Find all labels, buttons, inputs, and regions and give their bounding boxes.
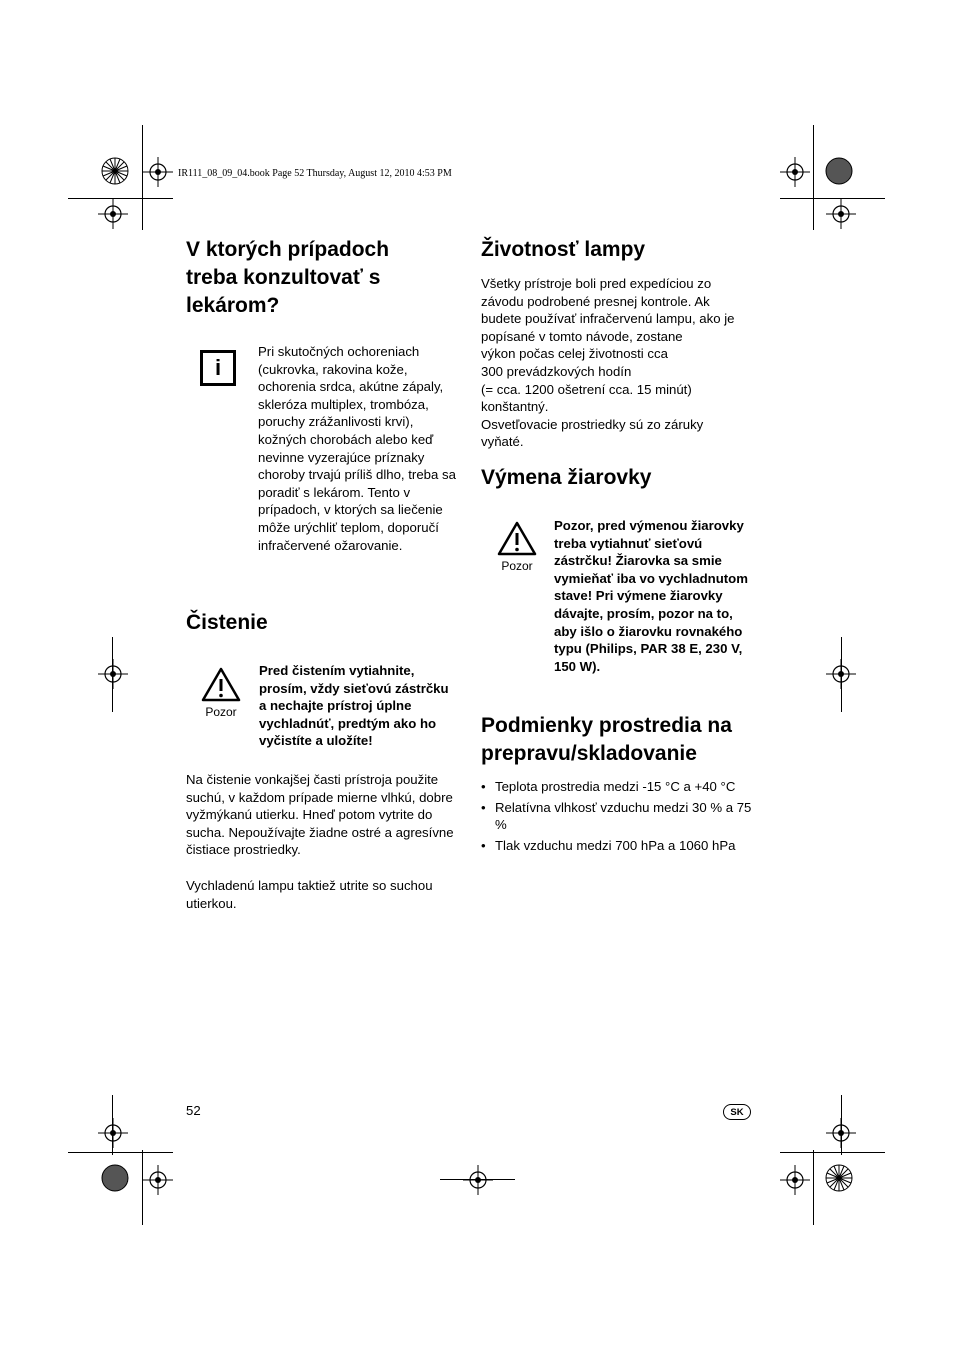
text-line: vyňaté. xyxy=(481,434,524,450)
crop-line xyxy=(841,637,842,712)
text-line: závodu podrobené presnej kontrole. Ak xyxy=(481,293,710,309)
cleaning-paragraph: Vychladenú lampu taktiež utrite so suchou utierkou. xyxy=(186,878,433,911)
crop-line xyxy=(112,1095,113,1155)
text-line: popísané v tomto návode, zostane xyxy=(481,328,683,344)
crop-line xyxy=(112,637,113,712)
registration-target-icon xyxy=(463,1165,493,1195)
registration-target-icon xyxy=(98,659,128,689)
list-item: • Teplota prostredia medzi -15 °C a +40 °C xyxy=(481,778,766,796)
crop-line xyxy=(813,1150,814,1225)
cleaning-paragraph: Na čistenie vonkajšej časti prístroja použite suchú, v každom prípade mierne vlhkú, dobre vyžmýkanú utierku. Hneď potom vytrite do sucha. Nepoužívajte žiadne ostré a agresívne čistiace prostriedky. xyxy=(186,772,454,858)
text-line: výkon počas celej životnosti cca xyxy=(481,346,668,362)
lamp-lifetime-text xyxy=(481,275,771,451)
list-item: • Tlak vzduchu medzi 700 hPa a 1060 hPa xyxy=(481,837,766,855)
section-title-bulb-replacement: Výmena žiarovky xyxy=(481,466,652,489)
text-line: Osvetľovacie prostriedky sú zo záruky xyxy=(481,416,704,432)
calibration-circle-icon xyxy=(101,1164,129,1192)
section-title-consult-doctor: V ktorých prípadoch treba konzultovať s lekárom? xyxy=(186,238,390,317)
warning-triangle-icon xyxy=(497,520,537,556)
cleaning-warning-text: Pred čistením vytiahnite, prosím, vždy sieťovú zástrčku a nechajte prístroj úplne vychladnúť, predtým ako ho vyčistíte a uložíte! xyxy=(259,663,449,749)
crop-line xyxy=(813,125,814,230)
warning-triangle-icon xyxy=(201,666,241,702)
calibration-circle-icon xyxy=(101,157,129,185)
calibration-circle-icon xyxy=(825,1164,853,1192)
crop-line xyxy=(440,1179,515,1180)
consult-doctor-text: Pri skutočných ochoreniach (cukrovka, rakovina kože, ochorenia srdca, akútne zápaly, skleróza multiplex, trombóza, poruchy zrážanlivosti krvi), kožných chorobách alebo keď nevinne vyzerajúce príznaky choroby trvajú príliš dlho, treba sa poradiť s lekárom. Tento v prípadoch, v ktorých sa liečenie môže urýchliť teplom, doporučí infračervené ožarovanie. xyxy=(258,344,456,553)
registration-target-icon xyxy=(98,199,128,229)
bulb-warning-text: Pozor, pred výmenou žiarovky treba vytiahnuť sieťovú zástrčku! Žiarovka sa smie vymieňať iba vo vychladnutom stave! Pri výmene žiarovky dávajte, prosím, pozor na to, aby išlo o žiarovku rovnakého typu (Philips, PAR 38 E, 230 V, 150 W). xyxy=(554,518,748,674)
text-line: Všetky prístroje boli pred expedíciou zo xyxy=(481,276,712,291)
registration-target-icon xyxy=(98,1118,128,1148)
list-item: • Relatívna vlhkosť vzduchu medzi 30 % a 75 % xyxy=(481,799,766,834)
calibration-circle-icon xyxy=(825,157,853,185)
registration-target-icon xyxy=(143,157,173,187)
text-line: konštantný. xyxy=(481,399,549,415)
registration-target-icon xyxy=(826,199,856,229)
file-info-header: IR111_08_09_04.book Page 52 Thursday, August 12, 2010 4:53 PM xyxy=(178,168,452,179)
crop-line xyxy=(142,1150,143,1225)
section-title-cleaning: Čistenie xyxy=(186,611,268,634)
crop-line xyxy=(780,198,885,199)
language-badge: SK xyxy=(723,1104,751,1120)
text-line: (= cca. 1200 ošetrení cca. 15 minút) xyxy=(481,381,692,397)
crop-line xyxy=(68,1152,173,1153)
crop-line xyxy=(841,1095,842,1155)
crop-line xyxy=(780,1152,885,1153)
warning-label: Pozor xyxy=(205,705,237,719)
text-line: budete používať infračervenú lampu, ako je xyxy=(481,311,735,327)
text-line: 300 prevádzkových hodín xyxy=(481,363,632,379)
registration-target-icon xyxy=(143,1165,173,1195)
bulb-warning xyxy=(495,520,539,573)
registration-target-icon xyxy=(780,157,810,187)
page-number: 52 xyxy=(186,1103,201,1118)
section-title-lamp-lifetime: Životnosť lampy xyxy=(481,238,646,261)
storage-conditions-list xyxy=(481,778,766,857)
warning-label: Pozor xyxy=(501,559,533,573)
crop-line xyxy=(142,125,143,230)
section-title-storage-conditions: Podmienky prostredia na prepravu/skladovanie xyxy=(481,714,732,765)
registration-target-icon xyxy=(780,1165,810,1195)
cleaning-warning xyxy=(199,666,243,719)
info-icon: i xyxy=(200,350,236,386)
crop-line xyxy=(68,198,173,199)
